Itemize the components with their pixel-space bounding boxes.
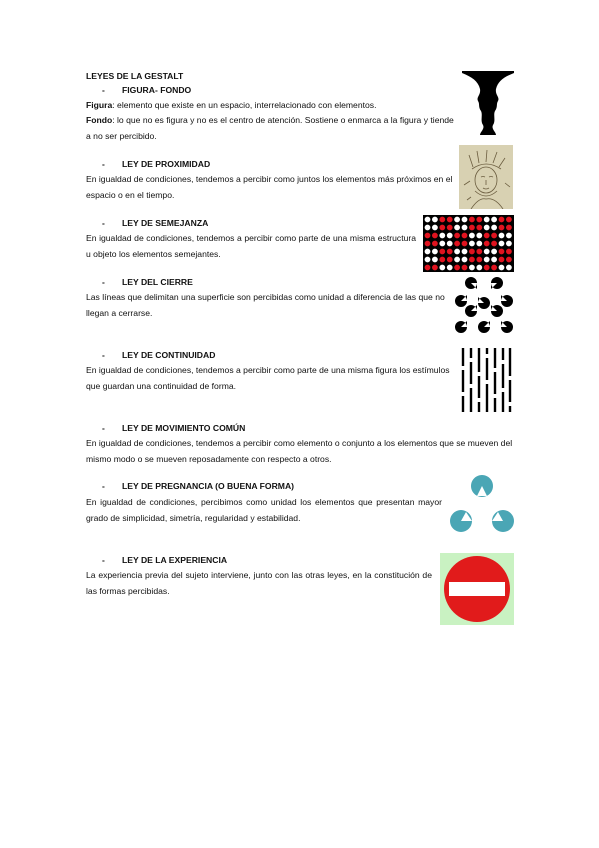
grid-dot [469, 225, 475, 231]
semejanza-text: En igualdad de condiciones, tendemos a percibir como parte de una misma estructura u objeto los elementos semejantes. [86, 233, 416, 259]
grid-dot [462, 217, 468, 223]
grid-dot [432, 241, 438, 247]
grid-dot [454, 217, 460, 223]
statue-of-liberty-sketch-icon [459, 145, 513, 209]
bullet-dash: - [102, 350, 105, 360]
grid-dot [484, 265, 490, 271]
grid-dot [491, 217, 497, 223]
bullet-dash: - [102, 277, 105, 287]
broken-lines-continuity-icon [460, 348, 512, 412]
proximidad-text: En igualdad de condiciones, tendemos a percibir como juntos los elementos más próximos en el espacio o en el tiempo. [86, 174, 453, 200]
figura-definition [86, 98, 446, 114]
kanizsa-triangle-icon [449, 474, 515, 536]
grid-dot [484, 217, 490, 223]
continuidad-text: En igualdad de condiciones, tendemos a percibir como parte de una misma figura los estímulos que guardan una continuidad de forma. [86, 365, 450, 391]
cierre-text: Las líneas que delimitan una superficie son percibidas como unidad a diferencia de las que no llegan a cerrarse. [86, 292, 445, 318]
bullet-dash: - [102, 85, 105, 95]
grid-dot [499, 233, 505, 239]
heading-proximidad: LEY DE PROXIMIDAD [122, 159, 211, 169]
grid-dot [469, 217, 475, 223]
grid-dot [499, 265, 505, 271]
heading-pregnancia: LEY DE PREGNANCIA (O BUENA FORMA) [122, 481, 295, 491]
grid-dot [462, 233, 468, 239]
grid-dot [491, 233, 497, 239]
grid-dot [476, 265, 482, 271]
grid-dot [476, 233, 482, 239]
grid-dot [439, 217, 445, 223]
fondo-label: Fondo [86, 115, 113, 125]
dot-grid-similarity-icon [423, 215, 514, 272]
grid-dot [432, 225, 438, 231]
grid-dot [469, 233, 475, 239]
movimiento-comun-text: En igualdad de condiciones, tendemos a percibir como elemento o conjunto a los elementos que se mueven del mismo modo o se mueven reposadamente con respecto a otros. [86, 438, 513, 464]
grid-dot [439, 265, 445, 271]
grid-dot [425, 217, 431, 223]
grid-dot [454, 265, 460, 271]
grid-dot [484, 233, 490, 239]
grid-dot [447, 225, 453, 231]
grid-dot [454, 249, 460, 255]
grid-dot [484, 249, 490, 255]
grid-dot [425, 225, 431, 231]
grid-dot [439, 233, 445, 239]
grid-dot [462, 225, 468, 231]
grid-dot [469, 265, 475, 271]
grid-dot [499, 217, 505, 223]
grid-dot [476, 241, 482, 247]
grid-dot [499, 241, 505, 247]
grid-dot [491, 225, 497, 231]
grid-dot [484, 225, 490, 231]
heading-experiencia: LEY DE LA EXPERIENCIA [122, 555, 228, 565]
illusory-cube-icon [453, 277, 515, 335]
grid-dot [484, 257, 490, 263]
grid-dot [447, 241, 453, 247]
figura-label: Figura [86, 100, 113, 110]
figura-text: : elemento que existe en un espacio, interrelacionado con elementos. [112, 100, 377, 110]
grid-dot [506, 225, 512, 231]
bullet-dash: - [102, 159, 105, 169]
heading-movimiento-comun: LEY DE MOVIMIENTO COMÚN [122, 423, 246, 433]
main-title: LEYES DE LA GESTALT [86, 71, 184, 81]
grid-dot [454, 241, 460, 247]
grid-dot [506, 265, 512, 271]
grid-dot [476, 217, 482, 223]
grid-dot [454, 233, 460, 239]
grid-dot [462, 265, 468, 271]
vase-faces-illusion-icon [462, 71, 514, 135]
grid-dot [506, 257, 512, 263]
fondo-definition [86, 113, 456, 144]
grid-dot [439, 241, 445, 247]
grid-dot [425, 233, 431, 239]
grid-dot [439, 257, 445, 263]
heading-figura-fondo: FIGURA- FONDO [122, 85, 192, 95]
grid-dot [499, 257, 505, 263]
bullet-dash: - [102, 423, 105, 433]
grid-dot [447, 265, 453, 271]
grid-dot [432, 265, 438, 271]
grid-dot [425, 249, 431, 255]
fondo-text: : lo que no es figura y no es el centro de atención. Sostiene o enmarca a la figura y tiende a no ser percibido. [86, 115, 454, 141]
grid-dot [499, 249, 505, 255]
grid-dot [432, 257, 438, 263]
grid-dot [491, 265, 497, 271]
grid-dot [469, 241, 475, 247]
grid-dot [476, 249, 482, 255]
heading-cierre: LEY DEL CIERRE [122, 277, 193, 287]
grid-dot [425, 257, 431, 263]
grid-dot [491, 241, 497, 247]
grid-dot [499, 225, 505, 231]
heading-semejanza: LEY DE SEMEJANZA [122, 218, 209, 228]
grid-dot [506, 241, 512, 247]
grid-dot [454, 225, 460, 231]
grid-dot [432, 249, 438, 255]
grid-dot [439, 225, 445, 231]
grid-dot [447, 257, 453, 263]
grid-dot [491, 249, 497, 255]
heading-continuidad: LEY DE CONTINUIDAD [122, 350, 216, 360]
no-entry-sign-icon [440, 553, 514, 625]
grid-dot [432, 217, 438, 223]
grid-dot [447, 249, 453, 255]
grid-dot [469, 257, 475, 263]
grid-dot [484, 241, 490, 247]
pregnancia-text: En igualdad de condiciones, percibimos como unidad los elementos que presentan mayor grado de simplicidad, simetría, regularidad y estabilidad. [86, 497, 442, 523]
grid-dot [432, 233, 438, 239]
grid-dot [425, 241, 431, 247]
grid-dot [462, 241, 468, 247]
grid-dot [506, 233, 512, 239]
grid-dot [454, 257, 460, 263]
grid-dot [462, 257, 468, 263]
bullet-dash: - [102, 555, 105, 565]
grid-dot [469, 249, 475, 255]
bullet-dash: - [102, 218, 105, 228]
grid-dot [476, 257, 482, 263]
grid-dot [506, 217, 512, 223]
experiencia-text: La experiencia previa del sujeto interviene, junto con las otras leyes, en la constitución de las formas percibidas. [86, 570, 432, 596]
grid-dot [447, 233, 453, 239]
grid-dot [439, 249, 445, 255]
grid-dot [476, 225, 482, 231]
grid-dot [462, 249, 468, 255]
grid-dot [447, 217, 453, 223]
grid-dot [506, 249, 512, 255]
grid-dot [425, 265, 431, 271]
grid-dot [491, 257, 497, 263]
bullet-dash: - [102, 481, 105, 491]
